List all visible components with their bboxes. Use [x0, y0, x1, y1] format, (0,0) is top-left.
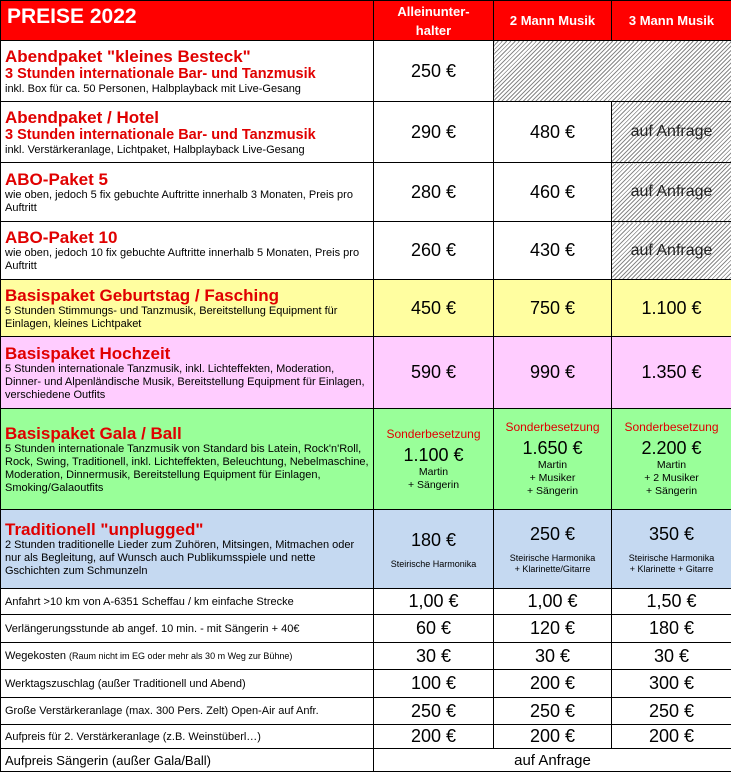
gala-price-cell: [374, 409, 494, 510]
package-description: 5 Stunden internationale Tanzmusik, inkl. Lichteffekten, Moderation, Dinner- und Alpenländische Musik, Bereitstellung Equipment für Einlagen, verschiedene Outfits: [5, 363, 369, 402]
on-request-text: auf Anfrage: [612, 123, 731, 141]
on-request-text: auf Anfrage: [612, 242, 731, 260]
package-desc-cell: [1, 163, 374, 222]
price-cell: 30 €: [374, 643, 494, 670]
price-cell: 460 €: [494, 163, 612, 222]
singer-surcharge-value: auf Anfrage: [374, 749, 731, 772]
package-row: [1, 510, 731, 589]
price-cell: 30 €: [494, 643, 612, 670]
lineup-note: + 2 Musiker: [612, 472, 731, 485]
special-lineup-label: Sonderbesetzung: [494, 420, 611, 434]
package-desc-cell: [1, 280, 374, 337]
price-cell: 180 €: [612, 615, 731, 643]
unplugged-price: 250 €: [494, 523, 611, 545]
price-cell: 250 €: [374, 41, 494, 102]
instrument-note: + Klarinette/Gitarre: [494, 564, 611, 575]
extra-label-cell: [1, 643, 374, 670]
instrument-note: + Klarinette + Gitarre: [612, 564, 731, 575]
price-cell: 300 €: [612, 670, 731, 698]
package-row: [1, 409, 731, 510]
lineup-note: + Musiker: [494, 472, 611, 485]
lineup-note: + Sängerin: [612, 485, 731, 498]
price-cell: 1,50 €: [612, 589, 731, 615]
special-lineup-label: Sonderbesetzung: [374, 427, 493, 441]
lineup-note: Martin: [612, 459, 731, 472]
package-description: inkl. Box für ca. 50 Personen, Halbplayback mit Live-Gesang: [5, 83, 369, 96]
price-cell: 1.100 €: [612, 280, 731, 337]
price-cell: 590 €: [374, 337, 494, 409]
gala-price-cell: [494, 409, 612, 510]
unplugged-price-cell: [612, 510, 731, 589]
package-description: inkl. Verstärkeranlage, Lichtpaket, Halbplayback Live-Gesang: [5, 144, 369, 157]
unplugged-price: 180 €: [374, 529, 493, 551]
price-cell: 480 €: [494, 102, 612, 163]
price-cell: 430 €: [494, 222, 612, 280]
package-row: [1, 222, 731, 280]
singer-surcharge-row: [1, 749, 731, 772]
package-description: wie oben, jedoch 10 fix gebuchte Auftritte innerhalb 5 Monaten, Preis pro Auftritt: [5, 247, 369, 273]
price-cell: 100 €: [374, 670, 494, 698]
gala-price: 2.200 €: [612, 438, 731, 459]
header-row: [1, 1, 731, 41]
price-cell: 200 €: [612, 725, 731, 749]
package-description: 2 Stunden traditionelle Lieder zum Zuhören, Mitsingen, Mitmachen oder nur als Begleitung, auf Wunsch auch Publikumsspiele und nette Gschichten zum Schmunzeln: [5, 539, 369, 578]
extra-label: Werktagszuschlag (außer Traditionell und Abend): [1, 670, 374, 698]
extra-row: [1, 725, 731, 749]
package-title: Basispaket Geburtstag / Fasching: [5, 286, 369, 305]
unavailable-cell: [494, 41, 731, 102]
col-header-alleinunterhalter: Alleinunter- halter: [374, 1, 494, 41]
package-subtitle: 3 Stunden internationale Bar- und Tanzmusik: [5, 66, 369, 83]
price-cell: 990 €: [494, 337, 612, 409]
package-title: Traditionell "unplugged": [5, 520, 369, 539]
package-desc-cell: [1, 41, 374, 102]
price-cell: 60 €: [374, 615, 494, 643]
extra-label: Verlängerungsstunde ab angef. 10 min. - mit Sängerin + 40€: [1, 615, 374, 643]
extra-label: Große Verstärkeranlage (max. 300 Pers. Zelt) Open-Air auf Anfr.: [1, 698, 374, 725]
price-cell: 120 €: [494, 615, 612, 643]
price-cell: 290 €: [374, 102, 494, 163]
extra-row: [1, 615, 731, 643]
price-cell: 200 €: [494, 725, 612, 749]
package-title: ABO-Paket 5: [5, 170, 369, 189]
price-cell: 450 €: [374, 280, 494, 337]
package-description: wie oben, jedoch 5 fix gebuchte Auftritte innerhalb 3 Monaten, Preis pro Auftritt: [5, 189, 369, 215]
price-cell: 280 €: [374, 163, 494, 222]
lineup-note: Martin: [374, 466, 493, 479]
package-title: Basispaket Gala / Ball: [5, 424, 369, 443]
price-cell: 30 €: [612, 643, 731, 670]
package-title: Abendpaket / Hotel: [5, 108, 369, 127]
gala-price: 1.650 €: [494, 438, 611, 459]
on-request-cell: [612, 102, 731, 163]
price-cell: 200 €: [494, 670, 612, 698]
package-title: ABO-Paket 10: [5, 228, 369, 247]
package-title: Basispaket Hochzeit: [5, 344, 369, 363]
on-request-text: auf Anfrage: [612, 183, 731, 201]
extra-label: Anfahrt >10 km von A-6351 Scheffau / km einfache Strecke: [1, 589, 374, 615]
col-header-2-mann: 2 Mann Musik: [494, 1, 612, 41]
instrument-note: Steirische Harmonika: [612, 553, 731, 564]
package-desc-cell: [1, 222, 374, 280]
lineup-note: + Sängerin: [494, 485, 611, 498]
unplugged-price: 350 €: [612, 523, 731, 545]
price-cell: 1.350 €: [612, 337, 731, 409]
package-row: [1, 41, 731, 102]
extra-row: [1, 698, 731, 725]
extra-label: Aufpreis für 2. Verstärkeranlage (z.B. Weinstüberl…): [1, 725, 374, 749]
package-desc-cell: [1, 337, 374, 409]
extra-label: Wegekosten: [5, 650, 66, 662]
package-row: [1, 280, 731, 337]
price-cell: 1,00 €: [374, 589, 494, 615]
instrument-note: Steirische Harmonika: [374, 559, 493, 570]
package-row: [1, 337, 731, 409]
instrument-note: Steirische Harmonika: [494, 553, 611, 564]
extra-row: [1, 643, 731, 670]
unplugged-price-cell: [374, 510, 494, 589]
price-cell: 250 €: [374, 698, 494, 725]
special-lineup-label: Sonderbesetzung: [612, 420, 731, 434]
price-cell: 260 €: [374, 222, 494, 280]
gala-price-cell: [612, 409, 731, 510]
col-header-3-mann: 3 Mann Musik: [612, 1, 731, 41]
singer-surcharge-label: Aufpreis Sängerin (außer Gala/Ball): [1, 749, 374, 772]
extra-note: (Raum nicht im EG oder mehr als 30 m Weg zur Bühne): [69, 651, 292, 661]
unplugged-price-cell: [494, 510, 612, 589]
lineup-note: Martin: [494, 459, 611, 472]
extra-row: [1, 670, 731, 698]
price-cell: 250 €: [612, 698, 731, 725]
price-cell: 1,00 €: [494, 589, 612, 615]
package-title: Abendpaket "kleines Besteck": [5, 47, 369, 66]
package-desc-cell: [1, 409, 374, 510]
package-description: 5 Stunden internationale Tanzmusik von Standard bis Latein, Rock'n'Roll, Rock, Swing, Traditionell, inkl. Lichteffekten, Beleuchtung, Nebelmaschine, Moderation, Dinnermusik, Bereitstellung Equipment für Einlagen, Smoking/Galaoutfits: [5, 443, 369, 495]
price-cell: 250 €: [494, 698, 612, 725]
page-title: PREISE 2022: [1, 1, 374, 41]
lineup-note: + Sängerin: [374, 479, 493, 492]
package-desc-cell: [1, 510, 374, 589]
extra-row: [1, 589, 731, 615]
on-request-cell: [612, 163, 731, 222]
package-subtitle: 3 Stunden internationale Bar- und Tanzmusik: [5, 127, 369, 144]
gala-price: 1.100 €: [374, 445, 493, 466]
package-description: 5 Stunden Stimmungs- und Tanzmusik, Bereitstellung Equipment für Einlagen, kleines Lichtpaket: [5, 305, 369, 331]
price-cell: 200 €: [374, 725, 494, 749]
package-desc-cell: [1, 102, 374, 163]
package-row: [1, 163, 731, 222]
price-cell: 750 €: [494, 280, 612, 337]
on-request-cell: [612, 222, 731, 280]
package-row: [1, 102, 731, 163]
